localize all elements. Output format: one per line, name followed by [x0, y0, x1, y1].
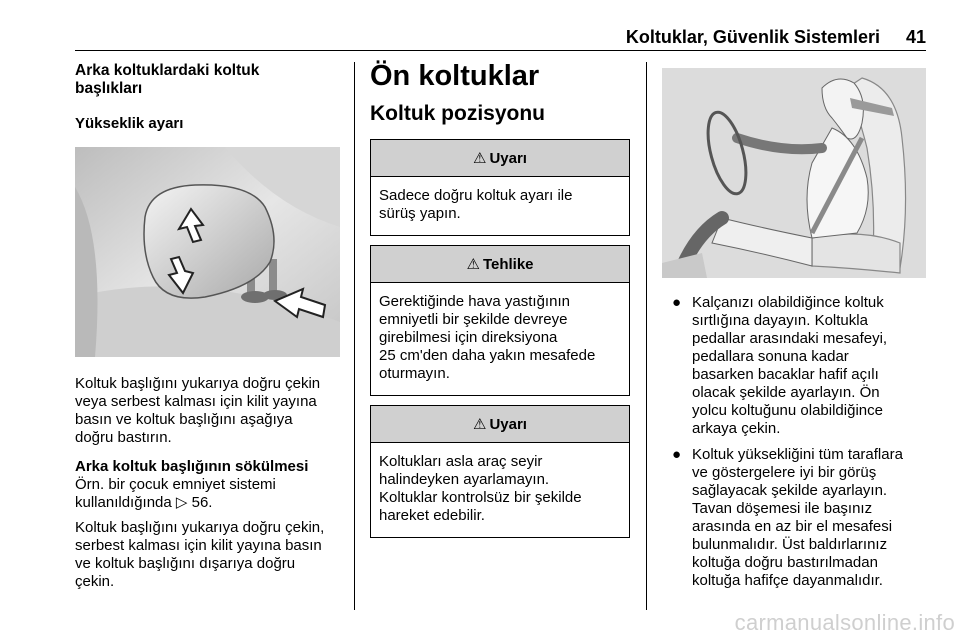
bullet-item-hips: ● Kalçanızı olabildiğince koltuk sırtlığına dayayın. Koltukla pedallar arasındaki mesafeyi, pedallara sonuna kadar basarken bacaklar hafif açılı olacak şekilde ayarlayın. Ön yolcu koltuğunu olabildiğince arkaya çekin.	[672, 294, 888, 437]
danger-box-header: ⚠ Tehlike	[371, 246, 629, 283]
bullet-dot-icon: ●	[672, 294, 682, 311]
warning-box-1	[370, 139, 630, 236]
subheading-height-adjustment: Yükseklik ayarı	[75, 115, 184, 132]
warning-triangle-icon: ⚠	[473, 416, 487, 433]
section-title-front-seats: Ön koltuklar	[370, 60, 540, 92]
page-number: 41	[905, 27, 926, 47]
warning-box-1-header: ⚠ Uyarı	[371, 140, 629, 177]
bullet-item-height: ● Koltuk yüksekliğini tüm taraflara ve göstergelere iyi bir görüş sağlayacak şekilde ayarlayın. Tavan döşemesi ile başınız arasında en az bir el mesafesi bulunmalıdır. Üst baldırlarınız koltuğa doğru bastırılmadan koltuğa hafifçe dayanmalıdır.	[672, 446, 903, 589]
removal-paragraph: Örn. bir çocuk emniyet sistemi kullanıldığında ▷ 56.	[75, 476, 340, 512]
warning-box-1-body: Sadece doğru koltuk ayarı ile sürüş yapın.	[379, 187, 573, 222]
middle-column	[370, 62, 632, 538]
left-column	[75, 62, 340, 591]
driver-seating-figure	[662, 68, 926, 278]
bullet-dot-icon: ●	[672, 446, 682, 463]
section-heading-rear-headrests: Arka koltuklardaki koltuk başlıkları	[75, 62, 260, 97]
headrest-illustration	[75, 147, 340, 357]
warning-box-2-body: Koltukları asla araç seyir halindeyken ayarlamayın. Koltuklar kontrolsüz bir şekilde hareket edebilir.	[379, 453, 582, 524]
seat-position-bullets	[662, 294, 926, 590]
warning-box-2	[370, 405, 630, 538]
subheading-removal: Arka koltuk başlığının sökülmesi	[75, 458, 309, 475]
danger-box-body: Gerektiğinde hava yastığının emniyetli bir şekilde devreye girebilmesi için direksiyona 25 cm'den daha yakın mesafede oturmayın.	[379, 293, 596, 382]
headrest-figure	[75, 147, 340, 357]
height-adjustment-paragraph: Koltuk başlığını yukarıya doğru çekin veya serbest kalması için kilit yayına basın ve koltuk başlığını aşağıya doğru bastırın.	[75, 375, 321, 446]
warning-triangle-icon: ⚠	[466, 256, 480, 273]
right-column	[662, 62, 926, 598]
column-divider-right	[646, 62, 647, 610]
header-rule	[75, 50, 926, 51]
danger-box	[370, 245, 630, 396]
warning-box-2-header: ⚠ Uyarı	[371, 406, 629, 443]
page-reference-link[interactable]: kullanıldığında ▷ 56.	[75, 494, 213, 511]
subtitle-seat-position: Koltuk pozisyonu	[370, 102, 545, 125]
watermark: carmanualsonline.info	[734, 610, 955, 635]
removal-instructions-paragraph: Koltuk başlığını yukarıya doğru çekin, serbest kalması için kilit yayına basın ve koltuk başlığını dışarıya doğru çekin.	[75, 519, 325, 590]
running-header-title: Koltuklar, Güvenlik Sistemleri	[625, 27, 880, 47]
warning-triangle-icon: ⚠	[473, 150, 487, 167]
driver-seating-illustration	[662, 68, 926, 278]
column-divider-left	[354, 62, 355, 610]
